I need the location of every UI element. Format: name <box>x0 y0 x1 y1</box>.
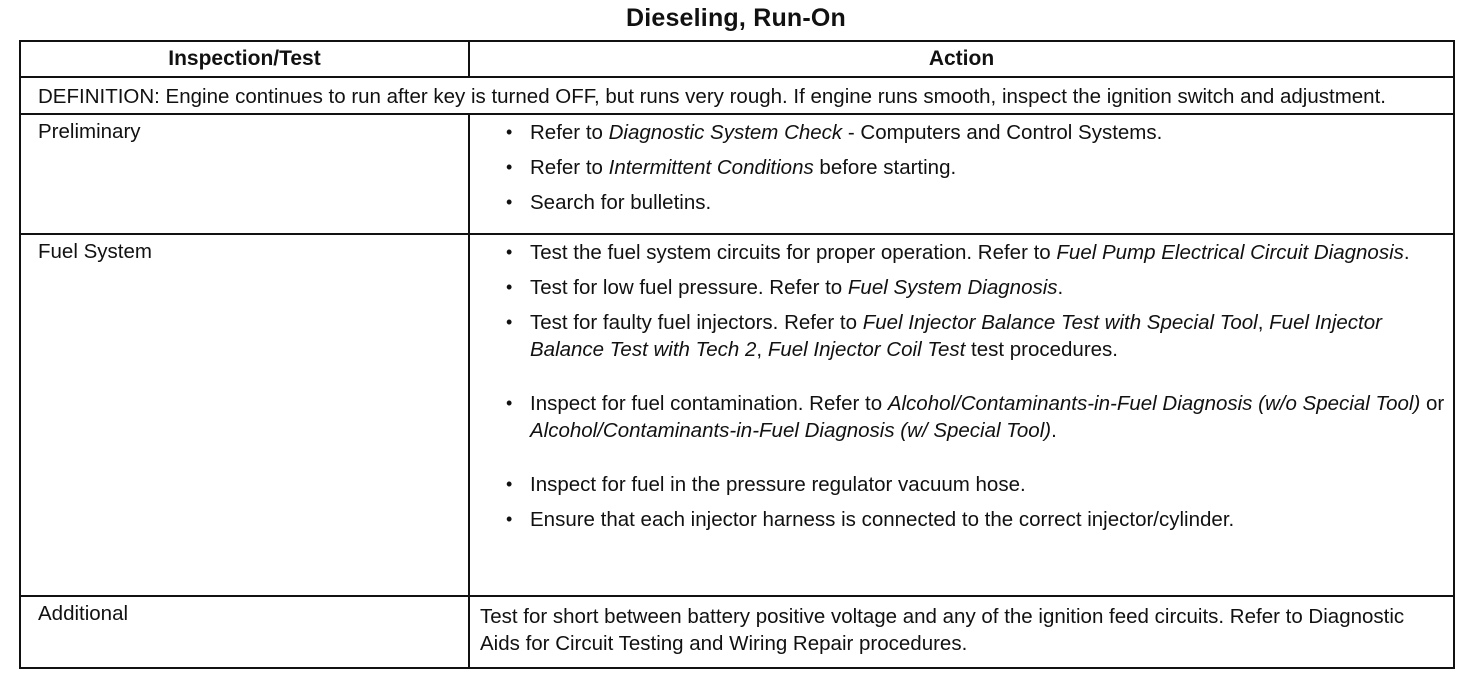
bullet-icon: • <box>506 192 513 212</box>
page-title: Dieseling, Run-On <box>625 4 847 32</box>
reference-title: Fuel Injector Coil Test <box>767 338 966 361</box>
action-list <box>506 119 1447 216</box>
definition-text: DEFINITION: Engine continues to run after key is turned OFF, but runs very rough. If engine runs smooth, inspect the ignition switch and adjustment. <box>20 77 1454 114</box>
reference-title: Fuel System Diagnosis <box>847 276 1058 299</box>
action-text: Test for low fuel pressure. Refer to <box>530 276 848 299</box>
action-text-additional: Test for short between battery positive voltage and any of the ignition feed circuits. Refer to Diagnostic Aids for Circuit Testing and Wiring Repair procedures. <box>469 596 1454 668</box>
definition-row <box>20 77 1454 114</box>
action-item <box>506 239 1447 266</box>
bullet-icon: • <box>506 474 513 494</box>
action-text: . <box>1057 276 1064 299</box>
action-text: Inspect for fuel in the pressure regulator vacuum hose. <box>530 473 1026 496</box>
action-text: Refer to <box>530 121 609 144</box>
bullet-icon: • <box>506 242 513 262</box>
action-cell-fuel-system <box>469 234 1454 596</box>
action-header: Action <box>469 41 1454 77</box>
reference-title: Fuel Pump Electrical Circuit Diagnosis <box>1056 241 1404 264</box>
action-item <box>506 154 1447 181</box>
table-row <box>20 114 1454 234</box>
action-text: . <box>1403 241 1410 264</box>
row-label-additional: Additional <box>20 596 469 668</box>
table-row <box>20 596 1454 668</box>
action-item <box>506 119 1447 146</box>
table-row <box>20 234 1454 596</box>
action-text: Refer to <box>530 156 609 179</box>
inspection-test-header: Inspection/Test <box>20 41 469 77</box>
bullet-icon: • <box>506 393 513 413</box>
action-text: - Computers and Control Systems. <box>842 121 1163 144</box>
action-text: test procedures. <box>965 338 1119 361</box>
bullet-icon: • <box>506 157 513 177</box>
action-item <box>506 309 1447 363</box>
action-cell-preliminary <box>469 114 1454 234</box>
diagnosis-table <box>19 40 1455 669</box>
row-label-preliminary: Preliminary <box>20 114 469 234</box>
reference-title: Diagnostic System Check <box>608 121 843 144</box>
action-text: , <box>1257 311 1270 334</box>
action-text: Inspect for fuel contamination. Refer to <box>530 392 888 415</box>
header-row <box>20 41 1454 77</box>
action-text: Test for faulty fuel injectors. Refer to <box>530 311 863 334</box>
action-item <box>506 506 1447 533</box>
bullet-icon: • <box>506 312 513 332</box>
reference-title: Fuel Injector Balance Test with Special Tool <box>862 311 1258 334</box>
action-item <box>506 471 1447 498</box>
reference-title: Alcohol/Contaminants-in-Fuel Diagnosis (w/ Special Tool) <box>530 419 1052 442</box>
action-text: , <box>756 338 768 361</box>
action-text: Test the fuel system circuits for proper operation. Refer to <box>530 241 1057 264</box>
bullet-icon: • <box>506 277 513 297</box>
action-item <box>506 274 1447 301</box>
bullet-icon: • <box>506 122 513 142</box>
action-text: or <box>1420 392 1445 415</box>
reference-title: Alcohol/Contaminants-in-Fuel Diagnosis (w/o Special Tool) <box>887 392 1421 415</box>
action-text: Search for bulletins. <box>530 191 712 214</box>
action-item <box>506 390 1447 444</box>
row-label-fuel-system: Fuel System <box>20 234 469 596</box>
action-text: before starting. <box>813 156 957 179</box>
action-text: Ensure that each injector harness is connected to the correct injector/cylinder. <box>530 508 1235 531</box>
action-item <box>506 189 1447 216</box>
reference-title: Fuel Injector Balance Test with Tech 2 <box>530 311 1382 361</box>
action-text: . <box>1051 419 1057 442</box>
bullet-icon: • <box>506 509 513 529</box>
reference-title: Intermittent Conditions <box>608 156 814 179</box>
action-list <box>506 239 1447 533</box>
